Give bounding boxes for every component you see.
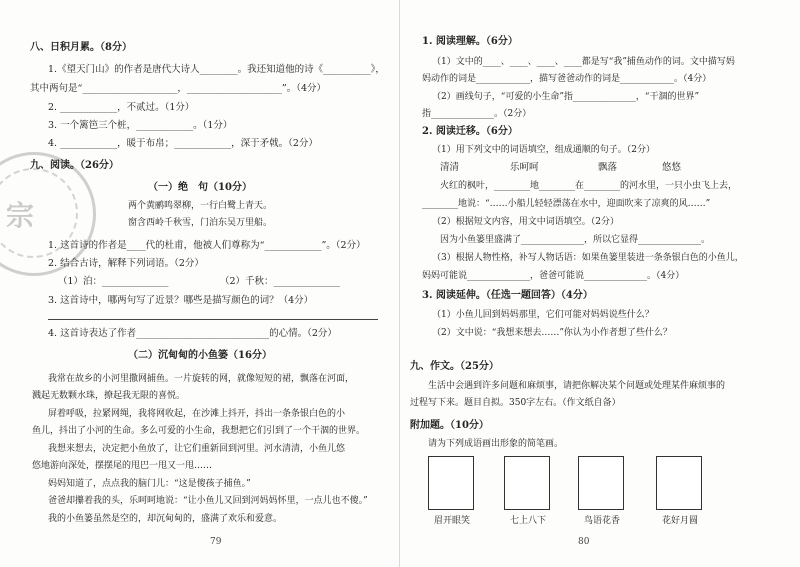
bonus-title: 附加题。（10分） (410, 420, 489, 431)
word-bank-3: 飘落 (598, 162, 618, 173)
passage-line-7: 妈妈知道了，点点我的脑门儿：“这是傻孩子捕鱼。” (48, 479, 251, 489)
essay-instruction-2: 过程写下来。题目自拟。350字左右。（作文纸自备） (410, 398, 621, 408)
r-question-2a: （1）用下列文中的词语填空，组成通顺的句子。（2分） (432, 145, 655, 155)
drawing-box-1[interactable] (428, 456, 474, 510)
poem-line-2: 窗含西岭千秋雪，门泊东吴万里船。 (127, 218, 272, 228)
passage-line-6: 悠地游向深处，摆摆尾的甩巴一甩又一甩…… (32, 461, 213, 471)
s8-question-1b: 其中两句是“____________________，____________________”。（4分） (30, 83, 327, 94)
section-8-title: 八、日积月累。（8分） (30, 42, 132, 53)
s8-question-4: 4. ____________，暖于布帛；____________，深于矛戟。（2分） (48, 138, 318, 149)
drawing-box-4[interactable] (656, 456, 702, 510)
r-question-2g: 妈妈可能说______________，爸爸可能说______________。（4分） (422, 271, 685, 281)
word-bank-1: 清清 (440, 162, 460, 173)
word-bank-4: 悠悠 (662, 162, 682, 173)
r-question-3: 3. 阅读延伸。（任选一题回答）（4分） (422, 290, 593, 301)
passage-line-9: 我的小鱼篓虽然是空的，却沉甸甸的，盛满了欢乐和爱意。 (48, 514, 283, 524)
word-bank-2: 乐呵呵 (510, 162, 539, 173)
r-question-2e: 因为小鱼篓里盛满了______________，所以它显得______________。 (440, 235, 711, 245)
essay-section-title: 九、作文。（25分） (410, 361, 499, 372)
idiom-label-4: 花好月圆 (661, 516, 698, 526)
section-9-title: 九、阅读。（26分） (30, 160, 119, 171)
passage-line-8: 爸爸却攥着我的头，乐呵呵地说：“让小鱼儿又回到河妈妈怀里，一点儿也不傻。” (48, 496, 368, 506)
idiom-label-2: 七上八下 (509, 516, 546, 526)
poem-question-4: 4. 这首诗表达了作者____________________________的心情。（2分） (48, 328, 337, 339)
s8-question-3: 3. 一个篱笆三个桩，____________。（1分） (48, 120, 233, 131)
r-question-1d: 指______________。（2分） (422, 109, 532, 119)
r-question-1b: 妈动作的词是____________，描写爸爸动作的词是____________。（4分） (422, 74, 712, 84)
watermark-stamp-text: 宗 (6, 199, 35, 232)
poem-question-2a: （1）泊：______________ (58, 276, 169, 287)
page-number-right: 80 (578, 537, 590, 547)
passage-title: （二）沉甸甸的小鱼篓（16分） (128, 350, 272, 361)
r-question-3a: （1）小鱼儿回到妈妈那里，它们可能对妈妈说些什么？ (432, 310, 654, 320)
passage-line-1: 我常在故乡的小河里撒网捕鱼。一片旋转的网，就像短短的裙，飘落在河面， (48, 374, 355, 384)
r-question-2c: ________地说：“……小船儿轻轻漂荡在水中，迎面吹来了凉爽的风……” (422, 199, 711, 209)
r-question-1a: （1）文中的____、____、____、____都是写“我”捕鱼动作的词。文中描写妈 (432, 57, 735, 67)
s8-question-2: 2. ____________，不贰过。（1分） (48, 102, 195, 113)
r-question-1: 1. 阅读理解。（6分） (422, 36, 518, 47)
idiom-label-1: 眉开眼笑 (433, 516, 470, 526)
r-question-2: 2. 阅读迁移。（6分） (422, 126, 518, 137)
passage-line-2: 溅起无数颗水珠，撩起我无限的喜悦。 (32, 391, 186, 401)
poem-question-3: 3. 这首诗中，哪两句写了近景？哪些是描写颜色的词？（4分） (48, 295, 314, 306)
poem-line-1: 两个黄鹂鸣翠柳，一行白鹭上青天。 (127, 201, 272, 211)
drawing-box-2[interactable] (504, 456, 550, 510)
essay-instruction-1: 生活中会遇到许多问题和麻烦事，请把你解决某个问题或处理某件麻烦事的 (428, 381, 726, 391)
r-question-2f: （3）根据人物性格，补写人物话语：如果鱼篓里装进一条条银白色的小鱼儿， (432, 253, 744, 263)
page-number-left: 79 (210, 537, 222, 547)
drawing-box-3[interactable] (578, 456, 624, 510)
answer-line (48, 319, 378, 320)
poem-question-2b: （2）千秋：______________ (220, 276, 341, 287)
r-question-2b: 火红的枫叶，________地________在________的河水里，一只小虫飞上去， (440, 181, 738, 191)
passage-line-5: 我想来想去，决定把小鱼放了，让它们重新回到河里。河水清清，小鱼儿悠 (48, 444, 346, 454)
poem-question-1: 1. 这首诗的作者是____代的杜甫，他被人们尊称为“____________”。（2分） (48, 240, 366, 251)
r-question-3b: （2）文中说：“我想来想去……”你认为小作者想了些什么？ (432, 328, 672, 338)
passage-line-4: 鱼儿，抖出了小河的生命。多么可爱的小生命，我想把它们引到了一个干涸的世界。 (32, 426, 366, 436)
right-page (400, 0, 800, 567)
idiom-label-3: 鸟语花香 (583, 516, 620, 526)
r-question-1c: （2）画线句子，“可爱的小生命”指______________，“干涸的世界” (432, 92, 700, 102)
r-question-2d: （2）根据短文内容，用文中词语填空。（2分） (432, 217, 619, 227)
bonus-instruction: 请为下列成语画出形象的简笔画。 (428, 439, 564, 449)
passage-line-3: 屏着呼吸，拉紧网绳，我将网收起，在沙滩上抖开，抖出一条条银白色的小 (48, 409, 346, 419)
s8-question-1a: 1.《望天门山》的作者是唐代大诗人________。我还知道他的诗《__________》， (48, 64, 385, 75)
poem-title: （一）绝 句（10分） (148, 182, 252, 193)
poem-question-2: 2. 结合古诗，解释下列词语。（2分） (48, 258, 204, 269)
